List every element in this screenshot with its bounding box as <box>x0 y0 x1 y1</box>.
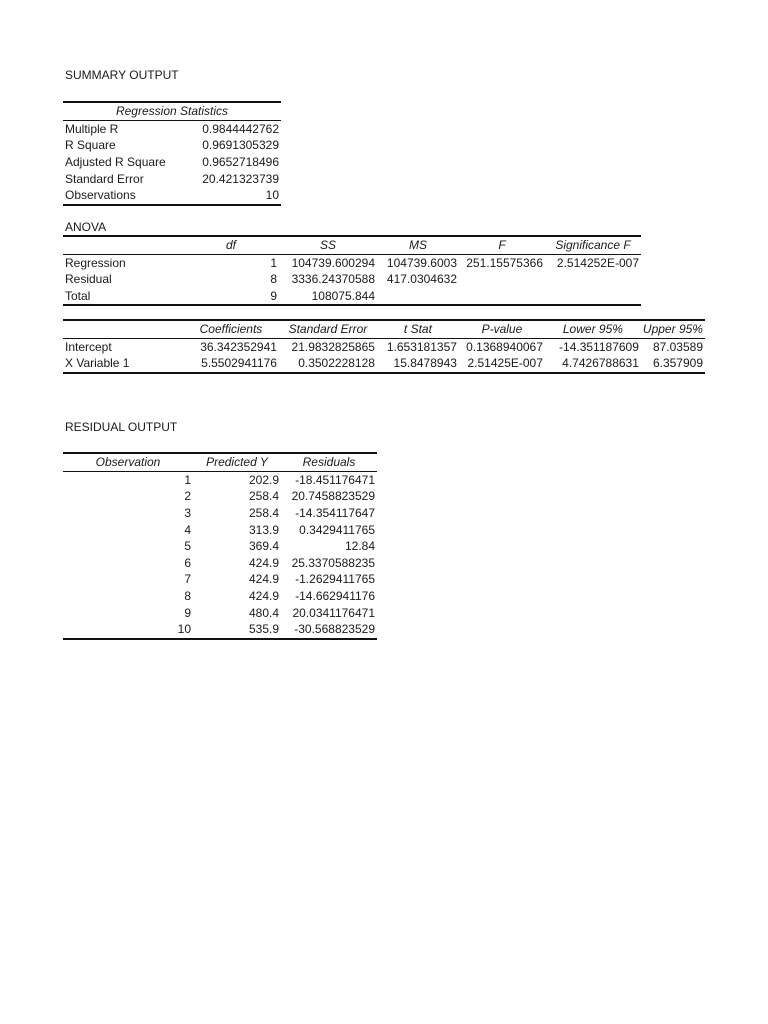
table-row <box>63 621 377 639</box>
stat-value: 0.9844442762 <box>202 121 279 136</box>
coefficients-header-row <box>63 320 705 338</box>
anova-df: 9 <box>270 289 277 304</box>
coef-upper-95: 87.03589 <box>652 339 703 354</box>
residual-observation: 10 <box>177 622 191 637</box>
table-row <box>63 271 641 288</box>
stat-value: 0.9652718496 <box>202 155 279 170</box>
coef-row-label: Intercept <box>65 339 112 354</box>
residual-value: 0.3429411765 <box>299 522 375 537</box>
anova-header-f: F <box>498 238 506 253</box>
residual-value: -1.2629411765 <box>295 572 375 587</box>
residual-header-residuals: Residuals <box>302 455 356 470</box>
anova-ms: 104739.6003 <box>386 255 457 270</box>
anova-row-label: Residual <box>65 272 112 287</box>
coef-p-value: 2.51425E-007 <box>467 356 543 371</box>
stat-value: 10 <box>265 188 279 203</box>
coef-t-stat: 1.653181357 <box>386 339 457 354</box>
anova-ss: 108075.844 <box>311 289 375 304</box>
table-row <box>63 137 281 154</box>
table-row <box>63 505 377 522</box>
table-row <box>63 338 705 355</box>
stat-value: 0.9691305329 <box>202 138 279 153</box>
residual-value: 20.0341176471 <box>292 605 375 620</box>
residual-predicted-y: 424.9 <box>248 555 279 570</box>
anova-ms: 417.0304632 <box>386 272 457 287</box>
coef-t-stat: 15.8478943 <box>393 356 457 371</box>
anova-row-label: Total <box>65 289 91 304</box>
coef-value: 5.5502941176 <box>201 356 277 371</box>
anova-title: ANOVA <box>65 220 107 234</box>
coef-row-label: X Variable 1 <box>65 356 130 371</box>
coef-value: 36.342352941 <box>200 339 277 354</box>
table-row <box>63 571 377 588</box>
table-row <box>63 604 377 621</box>
residual-predicted-y: 424.9 <box>248 589 279 604</box>
table-row <box>63 471 377 488</box>
table-row <box>63 154 281 171</box>
residual-value: 20.7458823529 <box>291 489 375 504</box>
stat-label: Standard Error <box>65 171 144 186</box>
residual-header-predicted-y: Predicted Y <box>206 455 268 470</box>
coef-upper-95: 6.357909 <box>652 356 703 371</box>
residual-observation: 9 <box>184 605 191 620</box>
table-row <box>63 588 377 605</box>
residual-predicted-y: 313.9 <box>248 522 279 537</box>
residual-value: -14.354117647 <box>295 506 375 521</box>
coef-p-value: 0.1368940067 <box>466 339 543 354</box>
residual-predicted-y: 369.4 <box>248 539 279 554</box>
regression-statistics-header: Regression Statistics <box>115 104 229 119</box>
regression-statistics-table <box>63 101 281 206</box>
coef-standard-error: 21.9832825865 <box>291 339 375 354</box>
coef-header-t-stat: t Stat <box>403 322 432 337</box>
stat-label: Multiple R <box>65 121 119 136</box>
coef-header-coefficients: Coefficients <box>199 322 263 337</box>
anova-header-significance-f: Significance F <box>555 238 631 253</box>
table-row <box>63 288 641 306</box>
anova-header-df: df <box>225 238 236 253</box>
table-row <box>63 120 281 137</box>
residual-output-table <box>63 452 377 640</box>
anova-row-label: Regression <box>65 255 126 270</box>
anova-df: 8 <box>270 272 277 287</box>
anova-ms <box>377 288 459 306</box>
coef-lower-95: 4.7426788631 <box>562 356 639 371</box>
residual-observation: 7 <box>184 572 191 587</box>
coefficients-table <box>63 319 705 374</box>
anova-table <box>63 235 641 306</box>
stat-value: 20.421323739 <box>202 171 279 186</box>
anova-header-ss: SS <box>319 238 336 253</box>
coef-header-p-value: P-value <box>481 322 523 337</box>
residual-value: -18.451176471 <box>295 472 375 487</box>
anova-f <box>459 271 545 288</box>
stat-label: Adjusted R Square <box>65 155 166 170</box>
residual-header-row <box>63 453 377 471</box>
anova-ss: 3336.24370588 <box>291 272 375 287</box>
anova-header-ms: MS <box>409 238 427 253</box>
residual-header-observation: Observation <box>95 455 161 470</box>
coef-lower-95: -14.351187609 <box>559 339 639 354</box>
residual-predicted-y: 258.4 <box>248 489 279 504</box>
residual-observation: 6 <box>184 555 191 570</box>
coef-header-lower-95: Lower 95% <box>562 322 623 337</box>
residual-value: -14.662941176 <box>295 589 375 604</box>
table-row <box>63 555 377 572</box>
anova-f: 251.15575366 <box>466 255 543 270</box>
anova-df: 1 <box>270 255 277 270</box>
stat-label: R Square <box>65 138 116 153</box>
coef-header-upper-95: Upper 95% <box>642 322 703 337</box>
table-row <box>63 355 705 373</box>
table-row <box>63 538 377 555</box>
table-row <box>63 170 281 187</box>
residual-predicted-y: 424.9 <box>248 572 279 587</box>
residual-observation: 3 <box>184 506 191 521</box>
regression-statistics-header-row <box>63 102 281 120</box>
coef-standard-error: 0.3502228128 <box>298 356 375 371</box>
anova-f <box>459 288 545 306</box>
residual-value: 25.3370588235 <box>291 555 375 570</box>
residual-predicted-y: 258.4 <box>248 506 279 521</box>
residual-observation: 1 <box>184 472 191 487</box>
residual-value: -30.568823529 <box>294 622 375 637</box>
table-row <box>63 521 377 538</box>
table-row <box>63 488 377 505</box>
anova-header-row <box>63 236 641 254</box>
residual-observation: 2 <box>184 489 191 504</box>
residual-observation: 4 <box>184 522 191 537</box>
stat-label: Observations <box>65 188 136 203</box>
coef-header-standard-error: Standard Error <box>288 322 368 337</box>
residual-predicted-y: 480.4 <box>248 605 279 620</box>
residual-output-title: RESIDUAL OUTPUT <box>65 420 178 434</box>
residual-predicted-y: 535.9 <box>248 622 279 637</box>
anova-significance-f <box>545 288 641 306</box>
residual-observation: 5 <box>184 539 191 554</box>
table-row <box>63 187 281 205</box>
residual-observation: 8 <box>184 589 191 604</box>
anova-significance-f <box>545 271 641 288</box>
anova-ss: 104739.600294 <box>291 255 375 270</box>
residual-predicted-y: 202.9 <box>248 472 279 487</box>
table-row <box>63 254 641 271</box>
summary-output-title: SUMMARY OUTPUT <box>65 68 179 82</box>
anova-significance-f: 2.514252E-007 <box>556 255 639 270</box>
residual-value: 12.84 <box>344 539 375 554</box>
